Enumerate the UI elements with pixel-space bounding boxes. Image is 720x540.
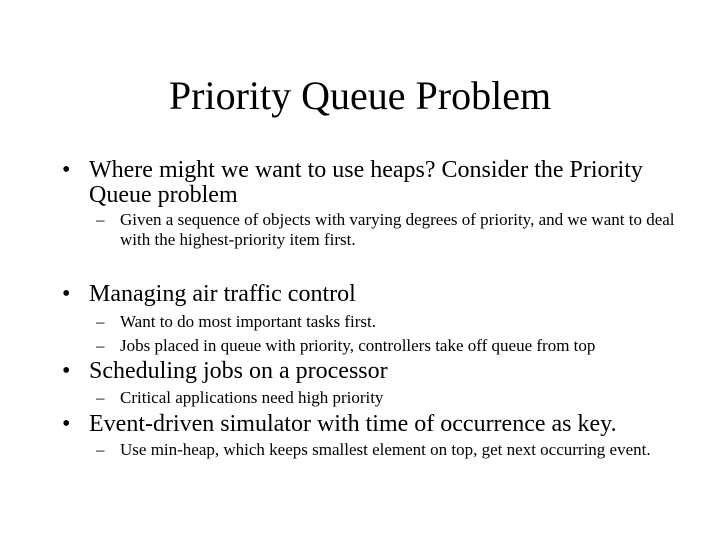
sub-bullet-item [96, 312, 696, 332]
bullet-marker: • [62, 157, 71, 183]
bullet-marker: • [62, 281, 71, 307]
bullet-item [62, 282, 702, 307]
bullet-text: Where might we want to use heaps? Consider the Priority Queue problem [89, 157, 643, 208]
sub-bullet-text: Use min-heap, which keeps smallest element on top, get next occurring event. [120, 440, 651, 459]
sub-bullet-marker: – [96, 388, 105, 407]
sub-bullet-item [96, 440, 696, 460]
sub-bullet-marker: – [96, 210, 105, 229]
bullet-marker: • [62, 411, 71, 437]
sub-bullet-marker: – [96, 336, 105, 355]
bullet-text: Event-driven simulator with time of occurrence as key. [89, 411, 617, 437]
sub-bullet-marker: – [96, 312, 105, 331]
sub-bullet-item [96, 388, 696, 408]
bullet-item [62, 412, 702, 437]
sub-bullet-text: Jobs placed in queue with priority, controllers take off queue from top [120, 336, 596, 355]
bullet-text: Scheduling jobs on a processor [89, 358, 388, 384]
bullet-text: Managing air traffic control [89, 281, 356, 307]
sub-bullet-text: Given a sequence of objects with varying degrees of priority, and we want to deal with the highest-priority item first. [120, 210, 675, 249]
sub-bullet-item [96, 336, 696, 356]
bullet-item [62, 158, 702, 208]
sub-bullet-text: Critical applications need high priority [120, 388, 384, 407]
bullet-marker: • [62, 358, 71, 384]
sub-bullet-text: Want to do most important tasks first. [120, 312, 376, 331]
slide-title: Priority Queue Problem [168, 73, 552, 118]
sub-bullet-marker: – [96, 440, 105, 459]
sub-bullet-item [96, 210, 696, 250]
bullet-item [62, 359, 702, 384]
